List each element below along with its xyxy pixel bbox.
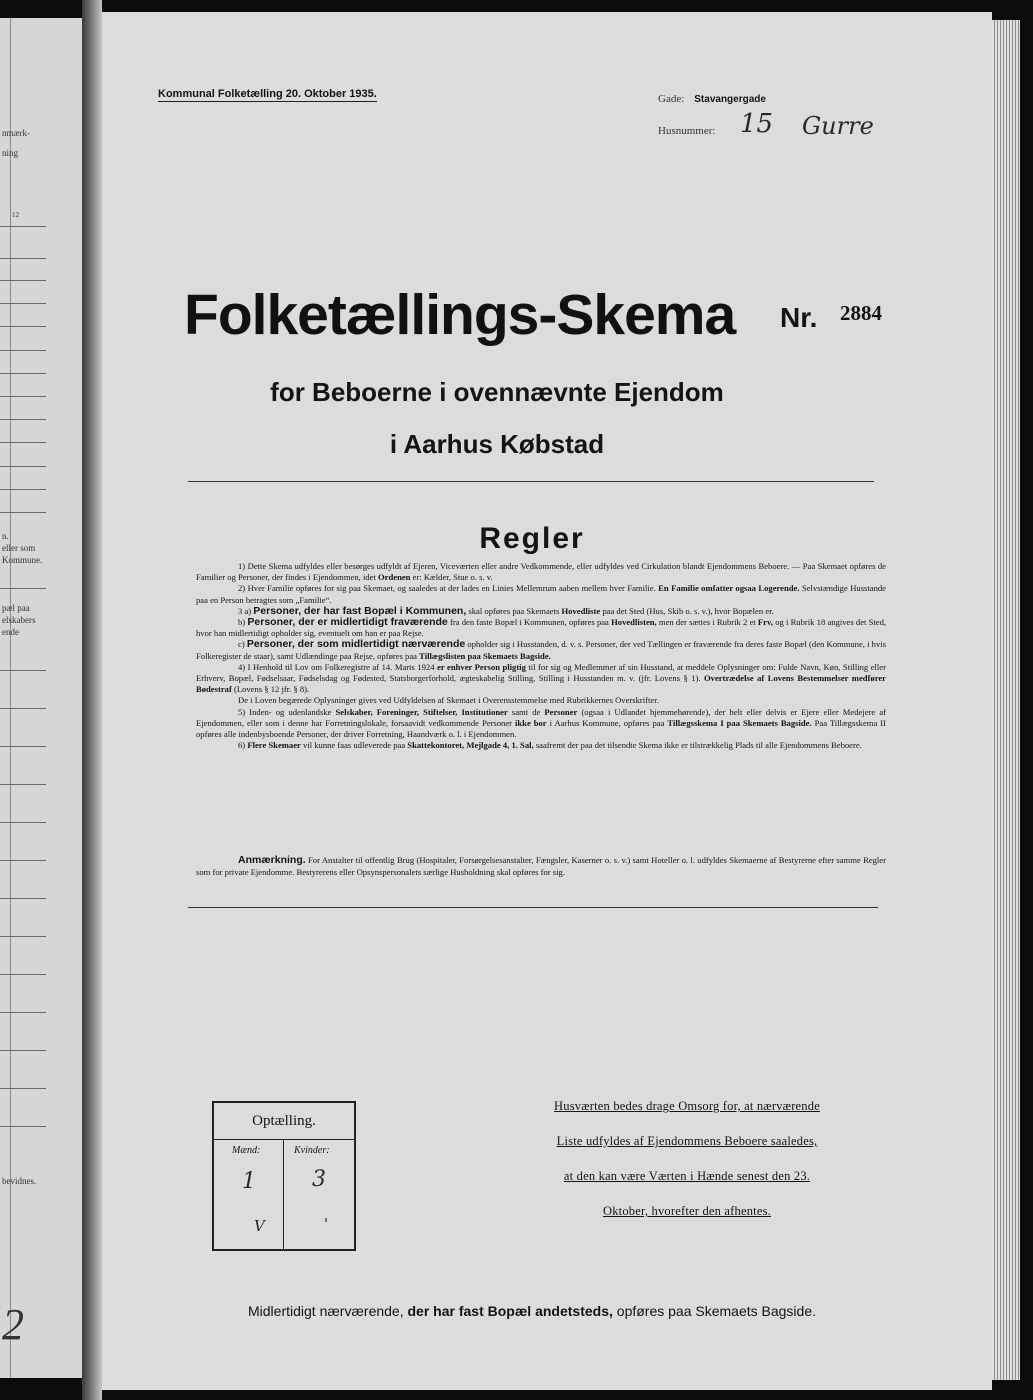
rule-line	[0, 1126, 46, 1127]
rule-line	[0, 784, 46, 785]
rule-2: 2) Hver Familie opføres for sig paa Skemaet, og saaledes at der lades en Linies Mellemrum aaben mellem hver Familie. En Familie omfatter ogsaa Logerende. Selvstændige Husstande paa en Person betragtes som „Familie“.	[196, 583, 886, 605]
form-number-label: Nr.	[780, 302, 818, 333]
rules-text	[196, 561, 886, 751]
rule-3a: 3 a) Personer, der har fast Bopæl i Kommunen, skal opføres paa Skemaets Hovedliste paa det Sted (Hus, Skib o. s. v.), hvor Bopælen er.	[238, 604, 774, 617]
fragment-text: pæl paa	[2, 603, 30, 613]
rule-line	[0, 708, 46, 709]
form-subtitle: for Beboerne i ovennævnte Ejendom	[270, 377, 724, 407]
census-header: Kommunal Folketælling 20. Oktober 1935.	[158, 88, 377, 100]
fragment-text: 12	[12, 211, 19, 219]
census-form-page	[102, 12, 992, 1390]
rule-line	[0, 822, 46, 823]
rule-line	[0, 442, 46, 443]
rule-6: 6) Flere Skemaer vil kunne faas udleverede paa Skattekontoret, Mejlgade 4, 1. Sal, saafremt der paa det tilsendte Skema ikke er tilstrækkelig Plads til alle Ejendommens Beboere.	[238, 740, 862, 751]
men-count: 1	[242, 1169, 256, 1194]
rule-line	[0, 226, 46, 227]
house-number-value: 15	[740, 109, 774, 139]
rules-heading: Regler	[479, 522, 585, 555]
page-edges	[992, 20, 1020, 1380]
divider	[188, 481, 874, 482]
count-title: Optælling.	[252, 1113, 316, 1129]
rule-line	[0, 350, 46, 351]
rule-3b: b) Personer, der er midlertidigt fraværende fra den faste Bopæl i Kommunen, opføres paa Hovedlisten, men der sættes i Rubrik 2 et Frv, og i Rubrik 18 angives det Sted, hvor han midlertidigt opholder sig, eventuelt om han er paa Rejse.	[196, 616, 887, 639]
rule-1: 1) Dette Skema udfyldes eller besørges udfyldt af Ejeren, Viceværten eller andre Vedkommende, eller udfyldes ved Cirkulation blandt Ejendommens Beboere. — Paa Skemaet opføres de Familier og Personer, der findes i Ejendommen, idet Ordenen er: Kælder, Stue o. s. v.	[196, 561, 886, 583]
street-row	[658, 89, 766, 107]
men-label: Mænd:	[232, 1145, 261, 1156]
rule-line	[0, 373, 46, 374]
street-value: Stavangergade	[694, 94, 766, 105]
rule-line	[0, 588, 46, 589]
count-box-rule	[214, 1139, 354, 1140]
rule-line	[0, 466, 46, 467]
rule-4: 4) I Henhold til Lov om Folkeregistre af 14. Marts 1924 er enhver Person pligtig til for sig og Medlemmer af sin Husstand, at meddele Oplysninger om: Fulde Navn, Køn, Stilling eller Erhverv, Bopæl, Fødselsaar, Fødselsdag og Fødested, Statsborgerforhold, ægteskabelig Stilling, Stilling i Husstanden m. v. (jfr. Lovens § 1). Overtrædelse af Lovens Bestemmelser medfører Bødestraf (Lovens § 12 jfr. § 8).	[196, 661, 886, 695]
rule-line	[0, 974, 46, 975]
count-box-divider	[283, 1139, 284, 1249]
rule-line	[0, 396, 46, 397]
notice-line: Oktober, hvorefter den afhentes.	[603, 1204, 771, 1218]
rule-line	[0, 303, 46, 304]
notice-line: Liste udfyldes af Ejendommens Beboere saaledes,	[556, 1134, 818, 1148]
women-check: '	[324, 1215, 329, 1233]
rule-line	[0, 1088, 46, 1089]
fragment-text: bevidnes.	[2, 1176, 37, 1186]
form-number-value: 2884	[840, 301, 882, 325]
annotation-label: Anmærkning.	[238, 854, 306, 866]
form-subtitle-city: i Aarhus Købstad	[389, 429, 605, 459]
fragment-text: Kommune.	[2, 555, 43, 565]
annotation-text: For Anstalter til offentlig Brug (Hospitaler, Forsørgelsesanstalter, Fængsler, Kaserner o. s. v.) samt Hoteller o. l. udfyldes Skemaerne af Bestyrerne efter samme Regler som for private Ejendomme. Bestyrerens eller Opsynspersonalets særlige Husholdning skal opføres for sig.	[196, 855, 886, 877]
rule-line	[0, 258, 46, 259]
rule-line	[0, 670, 46, 671]
rule-line	[0, 746, 46, 747]
house-note: Gurre	[802, 112, 874, 140]
rule-line	[0, 898, 46, 899]
rule-line	[0, 280, 46, 281]
notice-line: at den kan være Værten i Hænde senest den 23.	[563, 1169, 811, 1183]
men-check: V	[254, 1217, 265, 1235]
fragment-text: ning	[2, 148, 19, 158]
rule-line	[0, 1012, 46, 1013]
rule-3c: c) Personer, der som midlertidigt nærværende opholder sig i Husstanden, d. v. s. Personer, der ved Tællingen er fraværende fra deres faste Bopæl (den Kommune, i hvis Folkeregister de staar), samt Udlændinge paa Rejse, opføres paa Tillægslisten paa Skemaets Bagside.	[196, 638, 887, 661]
margin-line	[10, 18, 11, 1378]
house-row	[658, 121, 715, 139]
rule-line	[0, 326, 46, 327]
rule-4b: De i Loven begærede Oplysninger gives ved Udfyldelsen af Skemaet i Overensstemmelse med Rubrikkernes Overskrifter.	[238, 695, 659, 706]
fragment-text: eller som	[2, 543, 36, 553]
rule-5: 5) Inden- og udenlandske Selskaber, Foreninger, Stiftelser, Institutioner samt de Personer (ogsaa i Udlandet hjemmehørende), der helt eller delvis er Ejere eller Medejere af Ejendommen, eller som i denne har Forretningslokale, forsaavidt vedkommende Personer ikke bor i Aarhus Kommune, opføres paa Tillægsskema I paa Skemaets Bagside. Paa Tillægsskema II opføres alle indenbysboende Personer, der driver Forretning, Haandværk o. l. i Ejendommen.	[196, 706, 886, 740]
notice-line: Husværten bedes drage Omsorg for, at nærværende	[554, 1099, 820, 1113]
house-number-label: Husnummer:	[658, 125, 716, 137]
form-title: Folketællings-Skema	[184, 283, 736, 347]
rule-line	[0, 489, 46, 490]
handwritten-mark: 2	[2, 1300, 24, 1349]
fragment-text: ende	[2, 627, 19, 637]
rule-line	[0, 860, 46, 861]
rule-line	[0, 419, 46, 420]
count-box	[212, 1101, 356, 1251]
footer-note: Midlertidigt nærværende, der har fast Bopæl andetsteds, opføres paa Skemaets Bagside.	[247, 1303, 817, 1319]
rule-line	[0, 936, 46, 937]
previous-page-strip	[0, 18, 84, 1378]
street-label: Gade:	[658, 93, 685, 105]
women-label: Kvinder:	[294, 1145, 330, 1156]
women-count: 3	[312, 1167, 326, 1192]
fragment-text: n.	[2, 531, 9, 541]
rule-line	[0, 512, 46, 513]
annotation	[196, 855, 886, 878]
divider	[188, 907, 878, 908]
fragment-text: nmærk-	[2, 128, 30, 138]
book-gutter	[82, 0, 102, 1400]
rule-line	[0, 1050, 46, 1051]
fragment-text: elskabers	[2, 615, 36, 625]
